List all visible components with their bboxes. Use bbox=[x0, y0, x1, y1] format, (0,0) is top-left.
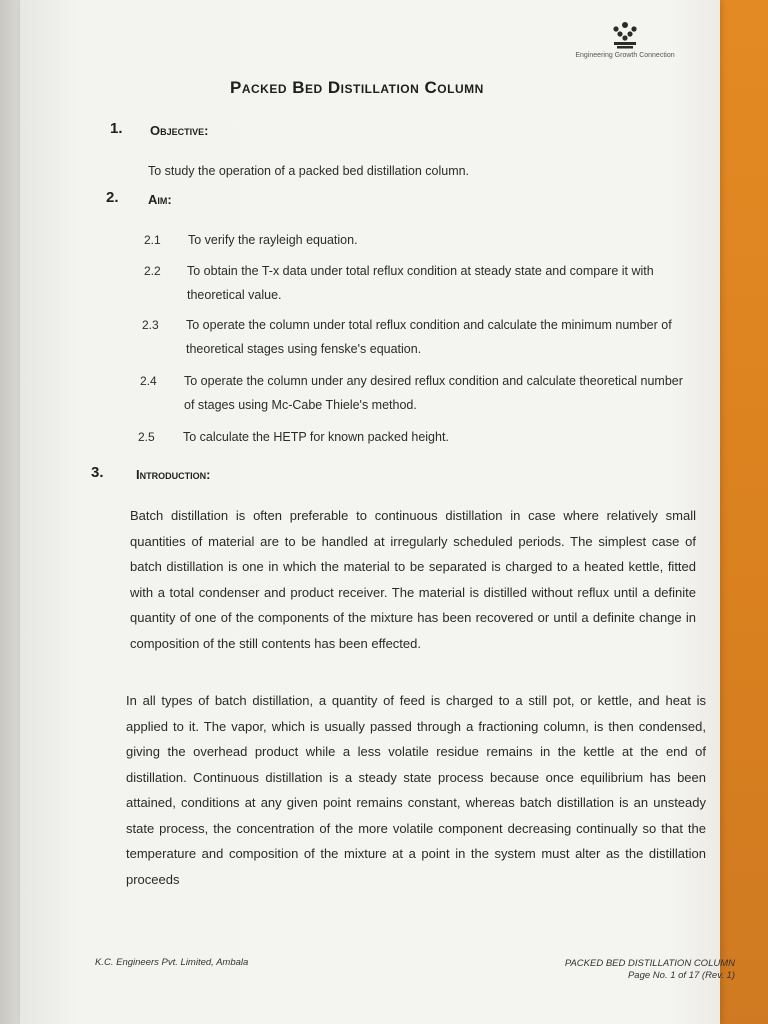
page-title: Packed Bed Distillation Column bbox=[230, 78, 484, 97]
aim-item-text: To operate the column under total reflux condition and calculate the minimum number of theoretical stages using fenske's equation. bbox=[186, 318, 672, 356]
aim-item-number: 2.5 bbox=[138, 430, 155, 444]
introduction-number: 3. bbox=[91, 464, 104, 481]
aim-item-text: To obtain the T-x data under total reflux condition at steady state and compare it with theoretical value. bbox=[187, 264, 654, 302]
document-page bbox=[20, 0, 735, 1024]
aim-item-number: 2.1 bbox=[144, 233, 161, 247]
introduction-paragraph: In all types of batch distillation, a quantity of feed is charged to a still pot, or kettle, and heat is applied to it. The vapor, which is usually passed through a fractioning column, is then condensed, giving the overhead product while a less volatile residue remains in the kettle at the end of distillation. Continuous distillation is a steady state process because once equilibrium has been attained, conditions at any given point remains constant, whereas batch distillation is an unsteady state process, the concentration of the more volatile component decreasing continually so that the temperature and composition of the mixture at a point in the system must alter as the distillation proceeds bbox=[126, 693, 706, 887]
aim-item-number: 2.3 bbox=[142, 318, 159, 332]
aim-item-number: 2.4 bbox=[140, 374, 157, 388]
logo-emblem-icon bbox=[606, 20, 644, 50]
aim-number: 2. bbox=[106, 189, 119, 206]
logo-text: Engineering Growth Connection bbox=[575, 52, 675, 59]
footer-company: K.C. Engineers Pvt. Limited, Ambala bbox=[95, 957, 249, 968]
aim-item-text: To verify the rayleigh equation. bbox=[188, 233, 358, 247]
footer-doc-info bbox=[525, 958, 735, 982]
aim-item-text: To calculate the HETP for known packed height. bbox=[183, 430, 449, 444]
introduction-paragraph: Batch distillation is often preferable to continuous distillation in case where relatively small quantities of material are to be handled at irregularly scheduled periods. The simplest case of batch distillation is one in which the material to be separated is charged to a heated kettle, fitted with a total condenser and product receiver. The material is distilled without reflux until a definite quantity of one of the components of the mixture has been recovered or until a definite change in composition of the still contents has been effected. bbox=[130, 508, 696, 651]
aim-item-text: To operate the column under any desired reflux condition and calculate theoretical number of stages using Mc-Cabe Thiele's method. bbox=[184, 374, 683, 412]
aim-heading: Aim: bbox=[148, 192, 172, 207]
objective-text: To study the operation of a packed bed distillation column. bbox=[148, 164, 470, 178]
introduction-heading: Introduction: bbox=[136, 467, 211, 482]
footer-page-info: Page No. 1 of 17 (Rev. 1) bbox=[627, 970, 735, 981]
aim-item-number: 2.2 bbox=[144, 264, 161, 278]
background-orange-edge bbox=[720, 0, 768, 1024]
company-logo bbox=[560, 20, 690, 59]
footer-doc-title: PACKED BED DISTILLATION COLUMN bbox=[564, 958, 735, 969]
objective-heading: Objective: bbox=[150, 123, 209, 138]
objective-number: 1. bbox=[110, 120, 123, 137]
